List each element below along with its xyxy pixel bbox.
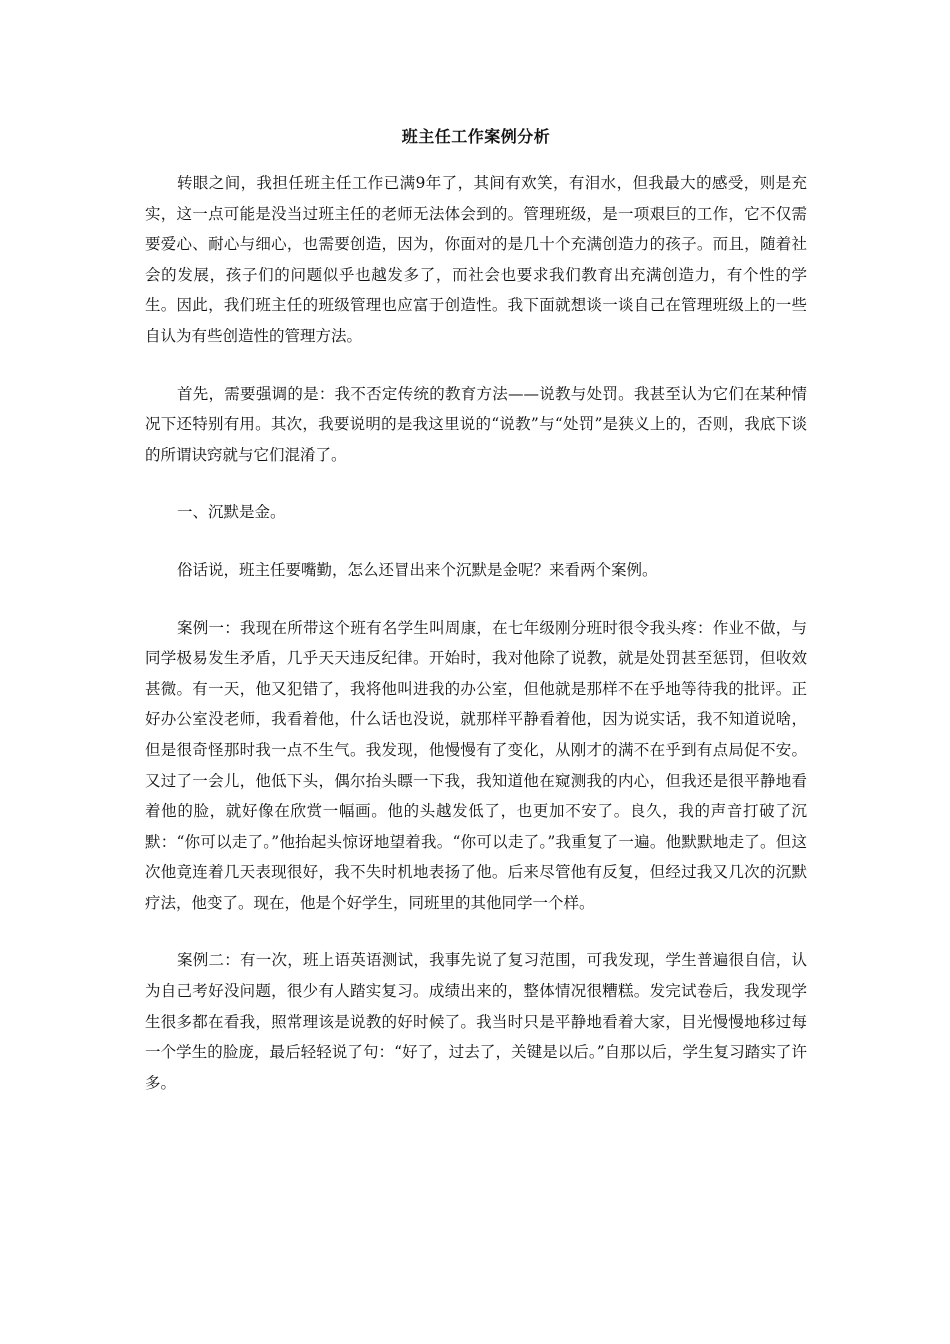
paragraph-gap [145,586,807,613]
paragraph-gap [145,918,807,945]
paragraph-gap [145,528,807,555]
section-heading-silence: 一、沉默是金。 [177,503,286,522]
document-page [145,126,807,1098]
paragraph-proverb: 俗话说，班主任要嘴勤，怎么还冒出来个沉默是金呢？来看两个案例。 [177,560,658,579]
paragraph-case-one: 案例一：我现在所带这个班有名学生叫周康，在七年级刚分班时很令我头疼：作业不做，与同学极易发生矛盾，几乎天天违反纪律。开始时，我对他除了说教，就是处罚甚至惩罚，但收效甚微。有一天，他又犯错了，我将他叫进我的办公室，但他就是那样不在乎地等待我的批评。正好办公室没老师，我看着他，什么话也没说，就那样平静看着他，因为说实话，我不知道说啥，但是很奇怪那时我一点不生气。我发现，他慢慢有了变化，从刚才的满不在乎到有点局促不安。又过了一会儿，他低下头，偶尔抬头瞟一下我，我知道他在窥测我的内心，但我还是很平静地看着他的脸，就好像在欣赏一幅画。他的头越发低了，也更加不安了。良久，我的声音打破了沉默：“你可以走了。”他抬起头惊讶地望着我。“你可以走了。”我重复了一遍。他默默地走了。但这次他竟连着几天表现很好，我不失时机地表扬了他。后来尽管他有反复，但经过我又几次的沉默疗法，他变了。现在，他是个好学生，同班里的其他同学一个样。 [145,618,807,912]
paragraph-methods-note: 首先，需要强调的是：我不否定传统的教育方法——说教与处罚。我甚至认为它们在某种情况下还特别有用。其次，我要说明的是我这里说的“说教”与“处罚”是狭义上的，否则，我底下谈的所谓诀窍就与它们混淆了。 [145,384,807,464]
document-title: 班主任工作案例分析 [401,127,551,146]
paragraph-intro: 转眼之间，我担任班主任工作已满9年了，其间有欢笑，有泪水，但我最大的感受，则是充实，这一点可能是没当过班主任的老师无法体会到的。管理班级，是一项艰巨的工作，它不仅需要爱心、耐心与细心，也需要创造，因为，你面对的是几十个充满创造力的孩子。而且，随着社会的发展，孩子们的问题似乎也越发多了，而社会也要求我们教育出充满创造力，有个性的学生。因此，我们班主任的班级管理也应富于创造性。我下面就想谈一谈自己在管理班级上的一些自认为有些创造性的管理方法。 [145,174,807,345]
paragraph-gap [145,470,807,497]
paragraph-gap [145,352,807,379]
paragraph-case-two: 案例二：有一次，班上语英语测试，我事先说了复习范围，可我发现，学生普遍很自信，认为自己考好没问题，很少有人踏实复习。成绩出来的，整体情况很糟糕。发完试卷后，我发现学生很多都在看我，照常理该是说教的好时候了。我当时只是平静地看着大家，目光慢慢地移过每一个学生的脸庞，最后轻轻说了句：“好了，过去了，关键是以后。”自那以后，学生复习踏实了许多。 [145,951,807,1092]
